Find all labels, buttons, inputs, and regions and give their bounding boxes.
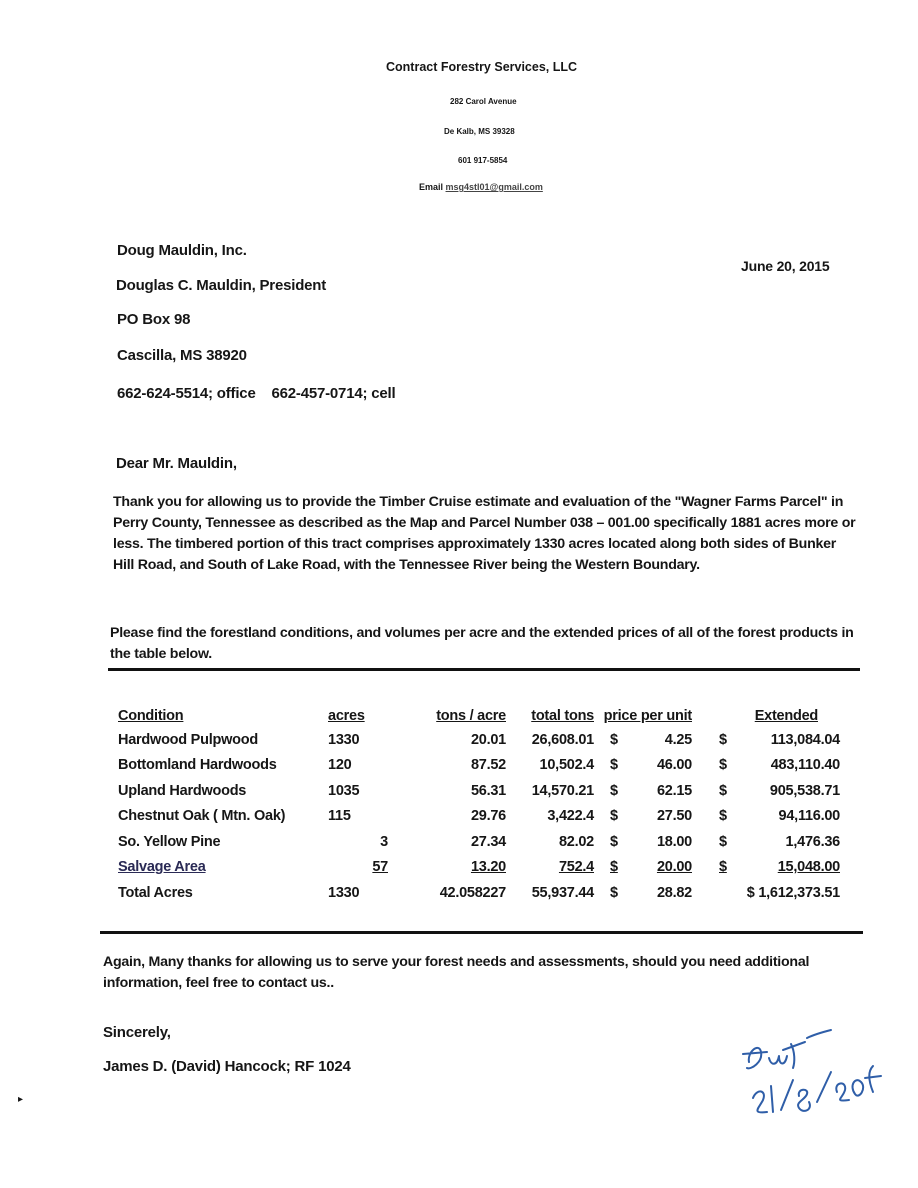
- cell-price: 18.00: [656, 833, 692, 850]
- total-label: Total Acres: [118, 884, 193, 901]
- cell-price-symbol: $: [610, 833, 618, 850]
- total-tons-per-acre: 42.058227: [439, 884, 506, 901]
- cell-condition: Upland Hardwoods: [118, 782, 247, 799]
- cell-price: 46.00: [656, 757, 692, 774]
- cell-total-tons: 82.02: [558, 833, 594, 850]
- email-label: Email: [419, 182, 444, 192]
- letterhead-company: Contract Forestry Services, LLC: [386, 60, 578, 74]
- intro-paragraph: Thank you for allowing us to provide the Timber Cruise estimate and evaluation of the "Wagner Farms Parcel" in Perry County, Tennessee as described as the Map and Parcel Number 038 – 001.00 specifically 1881 acres more or less. The timbered portion of this tract comprises approximately 1330 acres located along both sides of Bunker Hill Road, and South of Lake Road, with the Tennessee River being the Western Boundary.: [113, 494, 856, 573]
- cell-total-tons: 14,570.21: [531, 782, 594, 799]
- letterhead-street: 282 Carol Avenue: [450, 97, 517, 106]
- cell-tons-per-acre: 27.34: [470, 833, 506, 850]
- cell-acres: 3: [380, 833, 388, 850]
- total-acres: 1330: [328, 884, 360, 901]
- cell-condition: Hardwood Pulpwood: [118, 731, 258, 748]
- cell-price-symbol: $: [610, 782, 618, 799]
- cell-price: 20.00: [656, 859, 692, 876]
- cell-total-tons: 3,422.4: [547, 808, 594, 825]
- letterhead-city: De Kalb, MS 39328: [444, 127, 515, 136]
- cell-extended-symbol: $: [719, 833, 727, 850]
- signer-name: James D. (David) Hancock; RF 1024: [103, 1058, 351, 1075]
- closing-paragraph: Again, Many thanks for allowing us to serve your forest needs and assessments, should you need additional information, feel free to contact us..: [103, 954, 810, 991]
- cell-tons-per-acre: 20.01: [470, 731, 506, 748]
- cell-extended: 1,476.36: [785, 833, 840, 850]
- header-acres: acres: [328, 708, 365, 724]
- cell-extended: 94,116.00: [778, 808, 840, 825]
- cell-extended-symbol: $: [719, 731, 727, 748]
- cell-extended-symbol: $: [719, 782, 727, 799]
- cell-price-symbol: $: [610, 808, 618, 825]
- letterhead-phone: 601 917-5854: [458, 156, 508, 165]
- cell-extended-symbol: $: [719, 757, 727, 774]
- cell-price: 27.50: [656, 808, 692, 825]
- cell-acres: 120: [328, 757, 352, 774]
- total-price: 28.82: [656, 884, 692, 901]
- table-intro-paragraph: Please find the forestland conditions, and volumes per acre and the extended prices of all of the forest products in the table below.: [110, 625, 854, 662]
- table-row: [110, 804, 840, 830]
- header-total-tons: total tons: [531, 708, 594, 724]
- bottom-divider: [100, 931, 863, 934]
- cell-price: 62.15: [656, 782, 692, 799]
- cell-extended: 113,084.04: [770, 731, 840, 748]
- cell-acres: 1035: [328, 782, 360, 799]
- table-total-row: [110, 880, 840, 906]
- cell-condition: So. Yellow Pine: [118, 833, 221, 850]
- recipient-phone-office: 662-624-5514; office: [117, 385, 256, 402]
- cell-acres: 115: [328, 808, 351, 825]
- cell-extended: 483,110.40: [770, 757, 840, 774]
- table-row: [110, 778, 840, 804]
- cell-price-symbol: $: [610, 757, 618, 774]
- email-link[interactable]: msg4stl01@gmail.com: [445, 182, 543, 192]
- table-row: [110, 727, 840, 753]
- cell-price-symbol: $: [610, 859, 618, 876]
- letter-date: June 20, 2015: [741, 258, 830, 274]
- recipient-phones: [117, 385, 395, 402]
- cell-acres: 1330: [328, 731, 360, 748]
- cell-condition: Chestnut Oak ( Mtn. Oak): [118, 808, 286, 825]
- total-extended: $ 1,612,373.51: [746, 884, 840, 901]
- top-divider: [108, 668, 860, 671]
- recipient-phone-cell: 662-457-0714; cell: [271, 385, 396, 402]
- recipient-person: Douglas C. Mauldin, President: [116, 277, 327, 294]
- recipient-company: Doug Mauldin, Inc.: [117, 242, 247, 259]
- total-tons: 55,937.44: [531, 884, 594, 901]
- table-header-row: [110, 705, 840, 727]
- cell-extended-symbol: $: [719, 859, 727, 876]
- header-extended: Extended: [754, 708, 818, 724]
- cell-price: 4.25: [664, 731, 692, 748]
- handwritten-initials-and-date: [737, 1022, 887, 1132]
- letterhead-email-line: [419, 182, 543, 192]
- cell-acres: 57: [372, 859, 388, 876]
- header-tons-per-acre: tons / acre: [436, 708, 506, 724]
- cell-tons-per-acre: 13.20: [470, 859, 506, 876]
- cell-tons-per-acre: 56.31: [470, 782, 506, 799]
- recipient-city: Cascilla, MS 38920: [117, 347, 247, 364]
- cell-extended: 905,538.71: [769, 782, 840, 799]
- table-row: [110, 855, 840, 881]
- cell-price-symbol: $: [610, 731, 618, 748]
- cell-total-tons: 26,608.01: [531, 731, 594, 748]
- cell-tons-per-acre: 29.76: [470, 808, 506, 825]
- table-row: [110, 753, 840, 779]
- salutation: Dear Mr. Mauldin,: [116, 455, 237, 472]
- sign-off: Sincerely,: [103, 1024, 171, 1041]
- header-price-per-unit: price per unit: [603, 708, 692, 724]
- cell-total-tons: 752.4: [558, 859, 594, 876]
- scan-mark: ▸: [18, 1094, 24, 1105]
- header-condition: Condition: [118, 708, 184, 724]
- timber-cruise-table: [110, 705, 840, 906]
- cell-total-tons: 10,502.4: [539, 757, 594, 774]
- cell-tons-per-acre: 87.52: [470, 757, 506, 774]
- cell-condition: Bottomland Hardwoods: [118, 757, 277, 774]
- cell-condition: Salvage Area: [118, 859, 206, 876]
- total-price-symbol: $: [610, 884, 618, 901]
- cell-extended-symbol: $: [719, 808, 727, 825]
- recipient-po-box: PO Box 98: [117, 311, 191, 328]
- table-row: [110, 829, 840, 855]
- cell-extended: 15,048.00: [777, 859, 840, 876]
